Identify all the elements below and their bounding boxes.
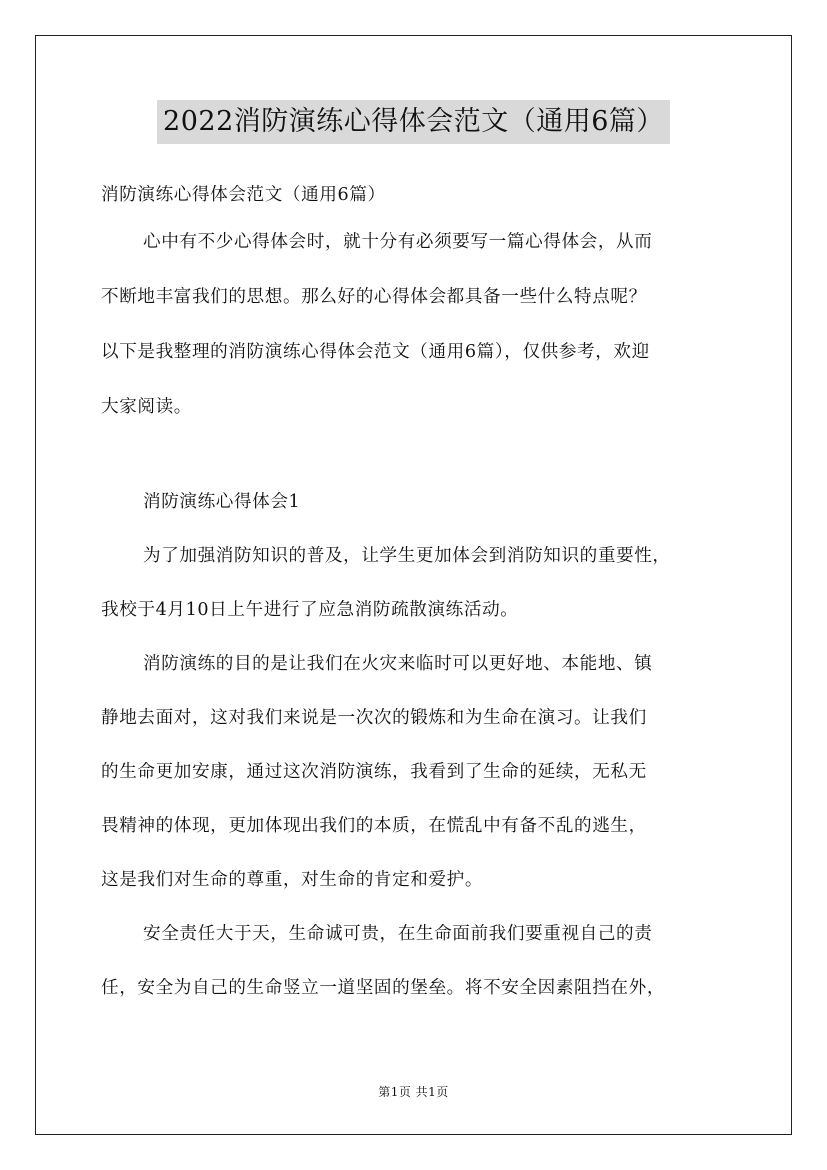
body-line: 任，安全为自己的生命竖立一道坚固的堡垒。将不安全因素阻挡在外， (101, 978, 666, 998)
body-line: 消防演练的目的是让我们在火灾来临时可以更好地、本能地、镇 (143, 654, 653, 674)
page-footer: 第1页 共1页 (378, 1085, 449, 1099)
body-line: 静地去面对，这对我们来说是一次次的锻炼和为生命在演习。让我们 (101, 708, 647, 728)
body-line: 畏精神的体现，更加体现出我们的本质，在慌乱中有备不乱的逃生， (101, 816, 647, 836)
intro-line: 以下是我整理的消防演练心得体会范文（通用6篇），仅供参考，欢迎 (101, 342, 650, 362)
title-area (0, 100, 827, 144)
body-line: 为了加强消防知识的普及，让学生更加体会到消防知识的重要性， (143, 546, 671, 566)
intro-line: 大家阅读。 (101, 397, 192, 417)
paragraph-gap (101, 435, 729, 475)
intro-line: 心中有不少心得体会时，就十分有必须要写一篇心得体会，从而 (143, 232, 653, 252)
body-line: 的生命更加安康，通过这次消防演练，我看到了生命的延续，无私无 (101, 762, 647, 782)
intro-line: 不断地丰富我们的思想。那么好的心得体会都具备一些什么特点呢？ (101, 287, 647, 307)
body-line: 安全责任大于天，生命诚可贵，在生命面前我们要重视自己的责 (143, 924, 653, 944)
document-title: 2022消防演练心得体会范文（通用6篇） (157, 100, 670, 144)
body-line: 我校于4月10日上午进行了应急消防疏散演练活动。 (101, 600, 519, 620)
document-body (101, 175, 729, 1015)
body-line: 这是我们对生命的尊重，对生命的肯定和爱护。 (101, 870, 484, 890)
section-heading: 消防演练心得体会1 (143, 492, 301, 512)
document-subtitle: 消防演练心得体会范文（通用6篇） (101, 185, 386, 205)
